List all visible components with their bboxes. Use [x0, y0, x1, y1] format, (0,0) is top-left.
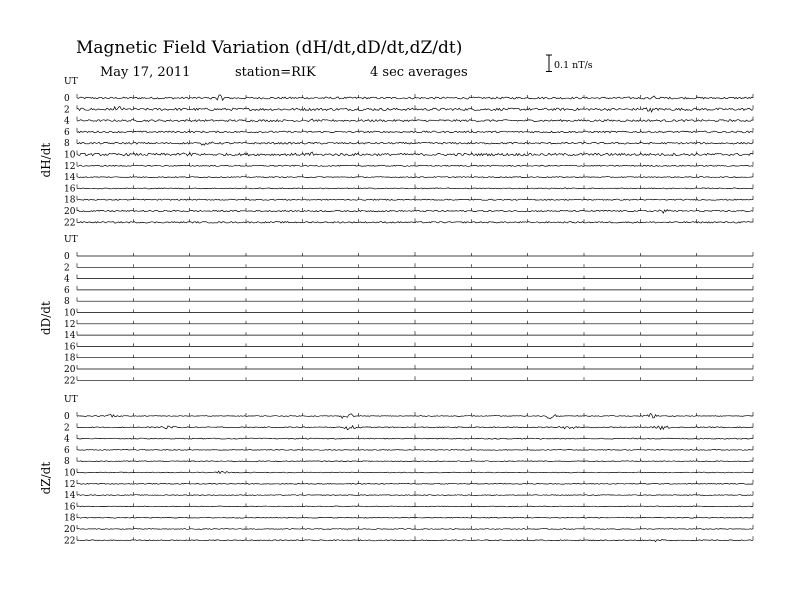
dh-dt-row-label: 10 — [64, 150, 76, 161]
dd-dt-row-label: 14 — [64, 331, 76, 342]
dd-dt-row-label: 12 — [64, 319, 76, 330]
dz-dt-row-label: 16 — [64, 502, 76, 513]
dz-dt-row-label: 12 — [64, 479, 76, 490]
dd-dt-row-label: 10 — [64, 308, 76, 319]
dd-dt-row-label: 4 — [64, 274, 70, 285]
dz-dt-trace-12 — [77, 483, 753, 484]
dz-dt-row-label: 8 — [64, 457, 70, 468]
dz-dt-row-label: 0 — [64, 412, 70, 422]
dh-dt-ut-label: UT — [64, 77, 78, 87]
dz-dt-row-label: 18 — [64, 513, 76, 524]
dd-dt-row-label: 18 — [64, 353, 76, 364]
dz-dt-trace-16 — [77, 506, 753, 507]
dz-dt-trace-6 — [77, 450, 753, 451]
dz-dt-row-label: 6 — [64, 445, 70, 456]
dh-dt-row-label: 16 — [64, 184, 76, 195]
dd-dt-row-label: 20 — [64, 365, 76, 375]
date-label: May 17, 2011 — [100, 65, 191, 80]
dz-dt-row-label: 14 — [64, 491, 76, 502]
dz-dt-row-label: 20 — [64, 525, 76, 535]
dh-dt-row-label: 6 — [64, 127, 70, 138]
dh-dt-trace-20 — [77, 210, 753, 214]
dh-dt-trace-6 — [77, 131, 753, 133]
dh-dt-row-label: 2 — [64, 105, 70, 116]
dd-dt-ut-label: UT — [64, 235, 78, 245]
dh-dt-row-label: 22 — [64, 218, 76, 229]
chart-title: Magnetic Field Variation (dH/dt,dD/dt,dZ/dt) — [76, 38, 463, 58]
dh-dt-ylabel: dH/dt — [39, 142, 53, 178]
dd-dt-row-label: 16 — [64, 342, 76, 353]
station-label: station=RIK — [235, 65, 316, 80]
dz-dt-trace-20 — [77, 529, 753, 530]
dh-dt-row-label: 18 — [64, 195, 76, 206]
dd-dt-row-label: 6 — [64, 285, 70, 296]
averaging-label: 4 sec averages — [370, 65, 468, 80]
dh-dt-row-label: 20 — [64, 207, 76, 217]
dd-dt-ylabel: dD/dt — [39, 301, 53, 336]
dd-dt-row-label: 0 — [64, 252, 70, 262]
dz-dt-row-label: 22 — [64, 536, 76, 547]
dh-dt-row-label: 0 — [64, 94, 70, 104]
dz-dt-row-label: 2 — [64, 423, 70, 434]
dd-dt-row-label: 8 — [64, 297, 70, 308]
dz-dt-ut-label: UT — [64, 395, 78, 405]
dh-dt-row-label: 12 — [64, 161, 76, 172]
dh-dt-row-label: 4 — [64, 116, 70, 127]
dz-dt-row-label: 4 — [64, 434, 70, 445]
scale-bar-label: 0.1 nT/s — [554, 60, 593, 71]
dh-dt-row-label: 14 — [64, 173, 76, 184]
dh-dt-row-label: 8 — [64, 139, 70, 150]
dz-dt-row-label: 10 — [64, 468, 76, 479]
dd-dt-row-label: 2 — [64, 263, 70, 274]
dd-dt-row-label: 22 — [64, 376, 76, 387]
dz-dt-ylabel: dZ/dt — [39, 461, 53, 495]
